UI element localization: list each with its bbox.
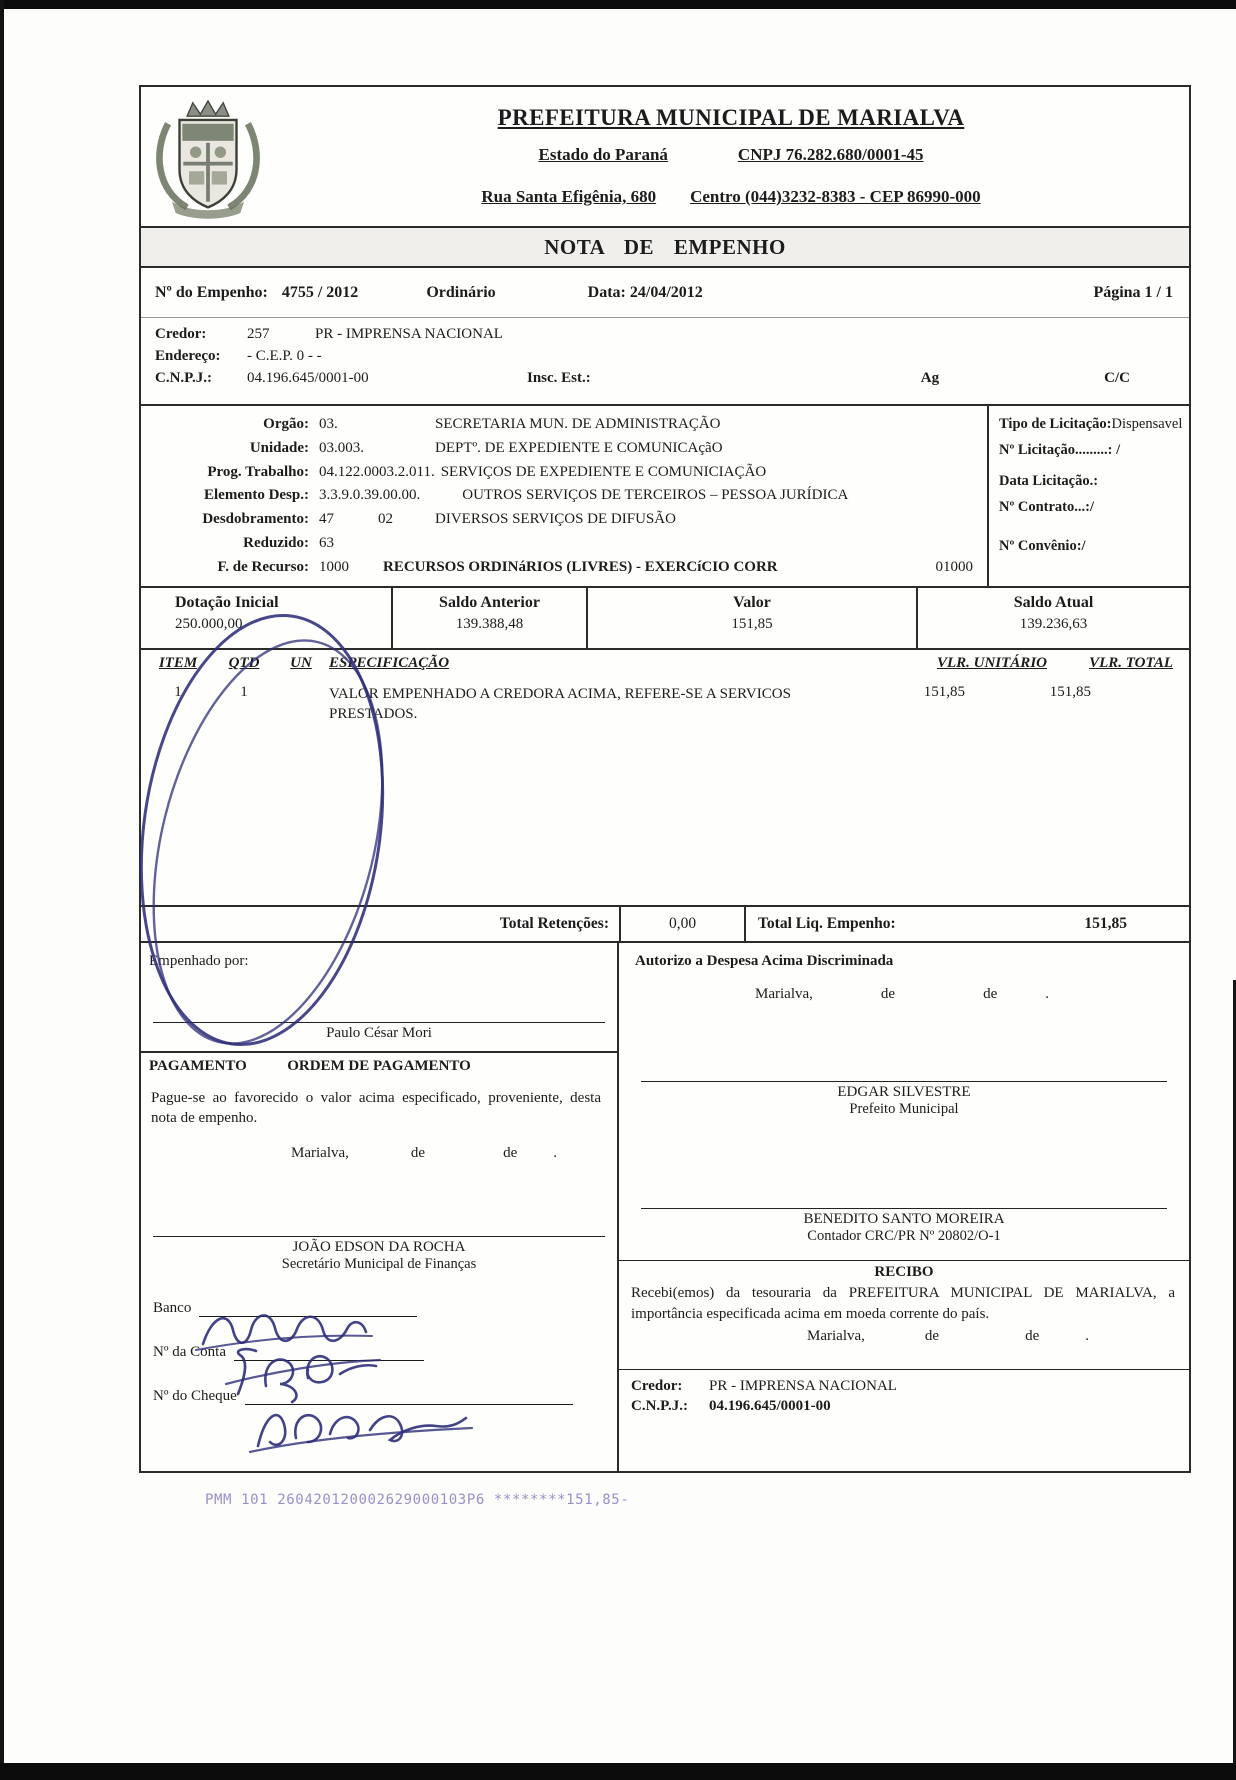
saldo-atual-label: Saldo Atual xyxy=(1013,594,1094,611)
creditor-address-row xyxy=(155,348,1175,365)
recibo-title: RECIBO xyxy=(874,1264,934,1280)
empenhado-por-label: Empenhado por: xyxy=(149,953,249,969)
account-number-label: Nº da Conta xyxy=(153,1343,226,1360)
finance-secretary-name: JOÃO EDSON DA ROCHA xyxy=(292,1238,466,1255)
desdobramento-code: 47 xyxy=(319,511,334,527)
total-retencoes-label: Total Retenções: xyxy=(499,915,609,932)
city-label: Marialva, xyxy=(291,1144,349,1161)
empenhado-signatory-name: Paulo César Mori xyxy=(326,1025,432,1041)
saldo-anterior-cell xyxy=(391,588,586,648)
footer-cnpj-label: C.N.P.J.: xyxy=(631,1398,688,1415)
nota-de-empenho-form xyxy=(139,85,1191,1473)
prog-label: Prog. Trabalho: xyxy=(207,463,309,480)
items-header-item: ITEM xyxy=(158,655,198,671)
desdobramento-label: Desdobramento: xyxy=(202,511,309,527)
unidade-row xyxy=(141,438,981,458)
totals-row xyxy=(141,905,1189,943)
desdobramento-code2: 02 xyxy=(378,511,393,527)
creditor-cnpj-row xyxy=(155,370,1175,387)
item-quantity: 1 xyxy=(240,684,248,700)
recurso-code2: 01000 xyxy=(935,558,973,575)
accountant-name: BENEDITO SANTO MOREIRA xyxy=(803,1211,1005,1227)
orgao-code: 03. xyxy=(319,416,338,432)
state-registration-label: Insc. Est.: xyxy=(527,370,591,386)
reduzido-row xyxy=(141,533,981,553)
dotacao-inicial-value: 250.000,00 xyxy=(175,616,243,632)
contrato-numero: Nº Contrato...:/ xyxy=(999,499,1094,515)
empenho-number-value: 4755 / 2012 xyxy=(281,283,359,301)
saldo-anterior-value: 139.388,48 xyxy=(455,616,524,632)
recurso-code: 1000 xyxy=(319,558,349,575)
payment-column xyxy=(141,943,619,1471)
signatures-section xyxy=(141,943,1189,1471)
mayor-signature-block xyxy=(619,1081,1189,1118)
items-header-qtd: QTD xyxy=(228,655,260,671)
cnpj-label: CNPJ 76.282.680/0001-45 xyxy=(737,145,924,164)
item-total-value: 151,85 xyxy=(1049,684,1091,700)
state-and-cnpj-line xyxy=(281,145,1181,165)
dotacao-inicial-cell xyxy=(141,588,391,648)
creditor-name: PR - IMPRENSA NACIONAL xyxy=(315,326,503,342)
city-label: Marialva, xyxy=(807,1328,865,1345)
cnpj-value: 04.196.645/0001-00 xyxy=(247,370,369,386)
licitacao-tipo xyxy=(999,416,1183,433)
period-mark: . xyxy=(553,1144,557,1161)
recurso-label: F. de Recurso: xyxy=(217,558,309,575)
payment-date-line xyxy=(141,1145,617,1162)
finance-secretary-signature-block xyxy=(141,1236,617,1273)
district-phone-cep: Centro (044)3232-8383 - CEP 86990-000 xyxy=(690,187,981,206)
budget-balance-row xyxy=(141,588,1189,650)
account-label: C/C xyxy=(1104,370,1130,386)
licitacao-block xyxy=(987,406,1189,586)
footer-creditor-label: Credor: xyxy=(631,1378,683,1395)
footer-cnpj-value: 04.196.645/0001-00 xyxy=(709,1398,831,1415)
licitacao-tipo-value: Dispensavel xyxy=(1111,416,1183,432)
finance-secretary-role: Secretário Municipal de Finanças xyxy=(281,1255,477,1272)
elemento-desc: OUTROS SERVIÇOS DE TERCEIROS – PESSOA JURÍDICA xyxy=(462,487,849,504)
payment-header-row xyxy=(141,1058,617,1082)
unidade-label: Unidade: xyxy=(249,439,309,456)
orgao-desc: SECRETARIA MUN. DE ADMINISTRAÇÃO xyxy=(435,416,721,432)
address-value: - C.E.P. 0 - - xyxy=(247,348,322,364)
prog-code: 04.122.0003.2.011. xyxy=(319,463,435,480)
orgao-label: Orgão: xyxy=(263,416,309,432)
item-unit-value: 151,85 xyxy=(923,684,965,700)
item-row xyxy=(141,684,1189,725)
signature-line xyxy=(153,1022,605,1023)
footer-creditor-name: PR - IMPRENSA NACIONAL xyxy=(709,1378,897,1395)
items-header-row xyxy=(141,650,1189,672)
municipality-title: PREFEITURA MUNICIPAL DE MARIALVA xyxy=(497,105,965,130)
cnpj-label: C.N.P.J.: xyxy=(155,370,212,386)
empenho-number-row xyxy=(141,268,1189,318)
mayor-role: Prefeito Municipal xyxy=(849,1101,959,1117)
document-title-band: NOTA DE EMPENHO xyxy=(141,228,1189,268)
de-label: de xyxy=(503,1144,518,1161)
de-label: de xyxy=(410,1144,426,1161)
authorization-date-line xyxy=(619,986,1189,1003)
unidade-desc: DEPTº. DE EXPEDIENTE E COMUNICAçãO xyxy=(435,439,723,456)
scan-edge-top xyxy=(0,0,1236,9)
total-liquido-label: Total Liq. Empenho: xyxy=(758,915,896,932)
payment-order-text: Pague-se ao favorecido o valor acima especificado, proveniente, desta nota de empenho. xyxy=(151,1090,601,1127)
recibo-text: Recebi(emos) da tesouraria da PREFEITURA MUNICIPAL DE MARIALVA, a importância especificada acima em moeda corrente do país. xyxy=(631,1285,1175,1322)
items-header-vlr-unitario: VLR. UNITÁRIO xyxy=(936,655,1047,671)
de-label: de xyxy=(924,1328,940,1345)
scan-edge-bottom xyxy=(0,1763,1236,1780)
unidade-code: 03.003. xyxy=(319,439,364,456)
footer-creditor-row xyxy=(619,1370,1189,1395)
city-label: Marialva, xyxy=(755,986,813,1002)
page-indicator: Página 1 / 1 xyxy=(1093,283,1173,301)
cheque-number-label: Nº do Cheque xyxy=(153,1387,237,1404)
saldo-anterior-label: Saldo Anterior xyxy=(439,594,540,611)
letterhead xyxy=(141,87,1189,228)
accountant-signature-block xyxy=(619,1208,1189,1245)
desdobramento-desc: DIVERSOS SERVIÇOS DE DIFUSÃO xyxy=(435,511,676,527)
orgao-row xyxy=(141,414,981,434)
valor-value: 151,85 xyxy=(731,616,773,632)
accountant-role: Contador CRC/PR Nº 20802/O-1 xyxy=(807,1228,1001,1244)
elemento-row xyxy=(141,485,981,505)
creditor-row xyxy=(155,326,1175,343)
saldo-atual-value: 139.236,63 xyxy=(1019,616,1088,632)
street-address: Rua Santa Efigênia, 680 xyxy=(481,187,657,206)
address-line xyxy=(281,187,1181,207)
address-label: Endereço: xyxy=(155,348,221,364)
recurso-desc: RECURSOS ORDINáRIOS (LIVRES) - EXERCíCIO CORR xyxy=(383,558,778,575)
elemento-code: 3.3.9.0.39.00.00. xyxy=(319,487,421,504)
ordem-pagamento-label: ORDEM DE PAGAMENTO xyxy=(287,1058,471,1074)
pagamento-label: PAGAMENTO xyxy=(149,1058,247,1074)
dotacao-inicial-label: Dotação Inicial xyxy=(175,594,279,611)
item-description: VALOR EMPENHADO A CREDORA ACIMA, REFERE-SE A SERVICOS PRESTADOS. xyxy=(329,686,791,723)
reduzido-code: 63 xyxy=(319,534,334,551)
fonte-recurso-row xyxy=(141,557,981,577)
de-label: de xyxy=(880,986,896,1002)
letterhead-titles xyxy=(281,93,1181,226)
account-fill-line xyxy=(234,1347,424,1361)
valor-cell xyxy=(586,588,916,648)
reduzido-label: Reduzido: xyxy=(243,534,309,551)
section-divider xyxy=(141,1051,617,1053)
total-retencoes-value: 0,00 xyxy=(619,907,746,941)
state-label: Estado do Paraná xyxy=(538,145,668,164)
cheque-fill-line xyxy=(245,1391,573,1405)
licitacao-tipo-label: Tipo de Licitação: xyxy=(999,416,1112,432)
total-liquido-value: 151,85 xyxy=(1084,915,1127,932)
empenho-type: Ordinário xyxy=(426,283,496,301)
recibo-date-line xyxy=(619,1328,1189,1345)
scan-edge-left xyxy=(0,0,4,1780)
item-unit xyxy=(273,684,329,725)
items-header-vlr-total: VLR. TOTAL xyxy=(1089,655,1173,671)
item-number: 1 xyxy=(174,684,182,700)
period-mark: . xyxy=(1045,986,1049,1002)
de-label: de xyxy=(1025,1328,1040,1345)
dot-matrix-footer: PMM 101 260420120002629000103P6 ********151,85- xyxy=(205,1492,630,1508)
empenho-date: Data: 24/04/2012 xyxy=(587,283,703,301)
empenho-number-label: Nº do Empenho: xyxy=(155,283,268,301)
empenhado-signature-block xyxy=(141,1022,617,1042)
valor-label: Valor xyxy=(733,594,771,611)
prog-trabalho-row xyxy=(141,462,981,482)
desdobramento-row xyxy=(141,509,981,529)
de-label: de xyxy=(983,986,998,1002)
creditor-label: Credor: xyxy=(155,326,207,342)
items-table xyxy=(141,650,1189,905)
coat-of-arms-logo xyxy=(151,93,281,226)
items-header-un: UN xyxy=(290,655,312,671)
licitacao-data: Data Licitação.: xyxy=(999,473,1099,489)
bank-field xyxy=(141,1300,617,1317)
items-header-especificacao: ESPECIFICAÇÃO xyxy=(329,655,450,671)
mayor-name: EDGAR SILVESTRE xyxy=(837,1084,971,1100)
signature-line xyxy=(153,1236,605,1237)
convenio-numero: Nº Convênio:/ xyxy=(999,538,1086,554)
account-field xyxy=(141,1344,617,1361)
authorization-column xyxy=(619,943,1189,1471)
classification-left xyxy=(141,406,987,586)
authorization-label: Autorizo a Despesa Acima Discriminada xyxy=(635,953,894,969)
recibo-divider xyxy=(619,1260,1189,1261)
signature-line xyxy=(641,1081,1167,1082)
footer-cnpj-row xyxy=(619,1395,1189,1415)
saldo-atual-cell xyxy=(916,588,1189,648)
signature-line xyxy=(641,1208,1167,1209)
agency-label: Ag xyxy=(920,370,940,386)
period-mark: . xyxy=(1085,1328,1089,1345)
budget-classification-block xyxy=(141,406,1189,588)
licitacao-numero: Nº Licitação.........: / xyxy=(999,442,1121,458)
creditor-block xyxy=(141,318,1189,406)
elemento-label: Elemento Desp.: xyxy=(204,487,309,504)
cheque-field xyxy=(141,1388,617,1405)
creditor-code: 257 xyxy=(247,326,270,342)
prog-desc: SERVIÇOS DE EXPEDIENTE E COMUNICIAÇÃO xyxy=(440,463,767,480)
bank-label: Banco xyxy=(153,1299,192,1316)
bank-fill-line xyxy=(199,1303,417,1317)
